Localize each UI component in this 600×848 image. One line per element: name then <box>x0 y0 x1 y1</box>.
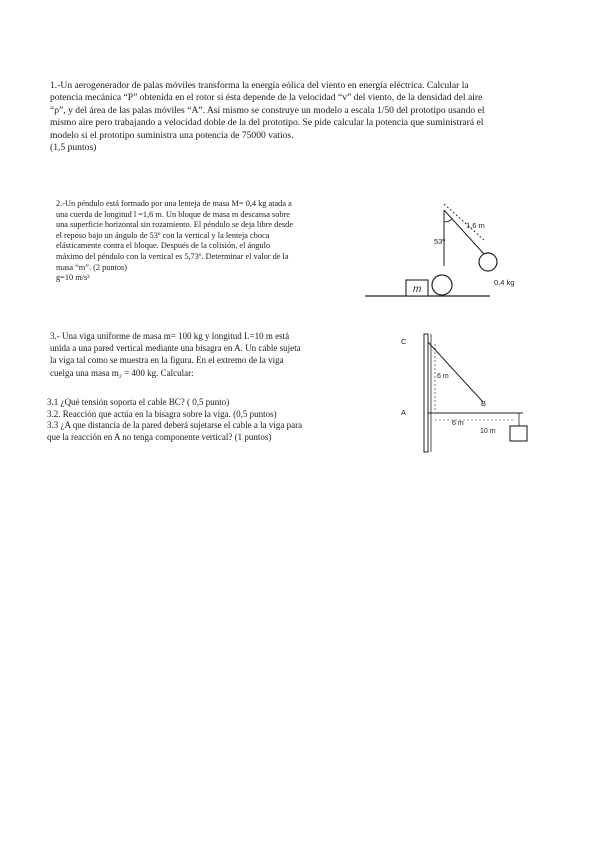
beam-10m-label: 10 m <box>480 428 496 435</box>
problem-3-line: unida a una pared vertical mediante una bisagra en A. Un cable sujeta <box>50 343 301 354</box>
problem-3-line: 3.- Una viga uniforme de masa m= 100 kg y longitud L=10 m está <box>50 331 290 341</box>
label-a: A <box>401 408 407 417</box>
problem-1-line: “ρ”, y del área de las palas móviles “A”. Así mismo se construye un modelo a escala 1/50 del prototipo usando el <box>50 104 485 116</box>
pendulum-bob <box>479 253 497 271</box>
problem-3-questions <box>47 397 417 443</box>
question-3-3-cont: que la reacción en A no tenga componente vertical? (1 puntos) <box>47 431 272 442</box>
problem-3-line: la viga tal como se muestra en la figura. En el extremo de la viga <box>50 355 284 366</box>
problem-2-text <box>56 199 361 284</box>
wall <box>424 334 428 452</box>
problem-2-line: elásticamente contra el bloque. Después de la colisión, el ángulo <box>56 241 271 251</box>
length-label: 1,6 m <box>466 221 485 230</box>
problem-1-line: mismo aire pero trabajando a velocidad doble de la del prototipo. Se pide calcular la potencia que suministrará el <box>50 117 484 129</box>
problem-2-line: una superficie horizontal sin rozamiento. El péndulo se deja libre desde <box>56 220 294 230</box>
beam-6m-label: 6 m <box>452 420 464 427</box>
problem-1-line: modelo si el prototipo suministra una potencia de 75000 vatios. <box>50 129 294 141</box>
problem-3-text <box>50 330 360 379</box>
beam-figure <box>395 330 545 455</box>
problem-2-line: el reposo bajo un ángulo de 53º con la vertical y la lenteja choca <box>56 230 270 240</box>
mass-label: 0,4 kg <box>494 278 515 287</box>
block-label: m <box>413 284 422 295</box>
problem-2-line: máximo del péndulo con la vertical es 5,73º. Determinar el valor de la <box>56 251 289 261</box>
problem-3-line: cuelga una masa m₂ = 400 kg. Calcular: <box>50 367 194 378</box>
pendulum-string <box>444 210 484 254</box>
hanging-mass-m2 <box>510 426 527 441</box>
cable-bc <box>428 342 483 402</box>
problem-2-gravity: g=10 m/s² <box>56 273 90 283</box>
question-3-2: 3.2. Reacción que actúa en la bisagra sobre la viga. (0,5 puntos) <box>47 408 277 419</box>
problem-1-text <box>50 80 560 154</box>
label-c: C <box>401 337 407 346</box>
problem-2-line: una cuerda de longitud l =1,6 m. Un bloque de masa m descansa sobre <box>56 209 290 219</box>
problem-2-line: 2.-Un péndulo está formado por una lenteja de masa M= 0,4 kg atada a <box>56 199 292 208</box>
problem-1-points: (1,5 puntos) <box>50 142 97 154</box>
angle-arc <box>444 219 452 222</box>
question-3-1: 3.1 ¿Qué tensión soporta el cable BC? ( 0,5 punto) <box>47 397 230 407</box>
hanging-bob <box>432 275 452 295</box>
vertical-6m-label: 6 m <box>437 373 449 380</box>
pendulum-figure <box>360 192 570 307</box>
problem-1-line: 1.-Un aerogenerador de palas móviles transforma la energía eólica del viento en energía eléctrica. Calcular la <box>50 80 469 91</box>
problem-1-line: potencia mecánica “P” obtenida en el rotor si ésta depende de la velocidad “v” del viento, de la densidad del aire <box>50 92 483 104</box>
problem-2-line: masa “m”. (2 puntos) <box>56 262 127 272</box>
label-b: B <box>481 399 487 408</box>
question-3-3: 3.3 ¿A que distancia de la pared deberá sujetarse el cable a la viga para <box>47 420 303 431</box>
angle-label: 53º <box>434 237 446 246</box>
